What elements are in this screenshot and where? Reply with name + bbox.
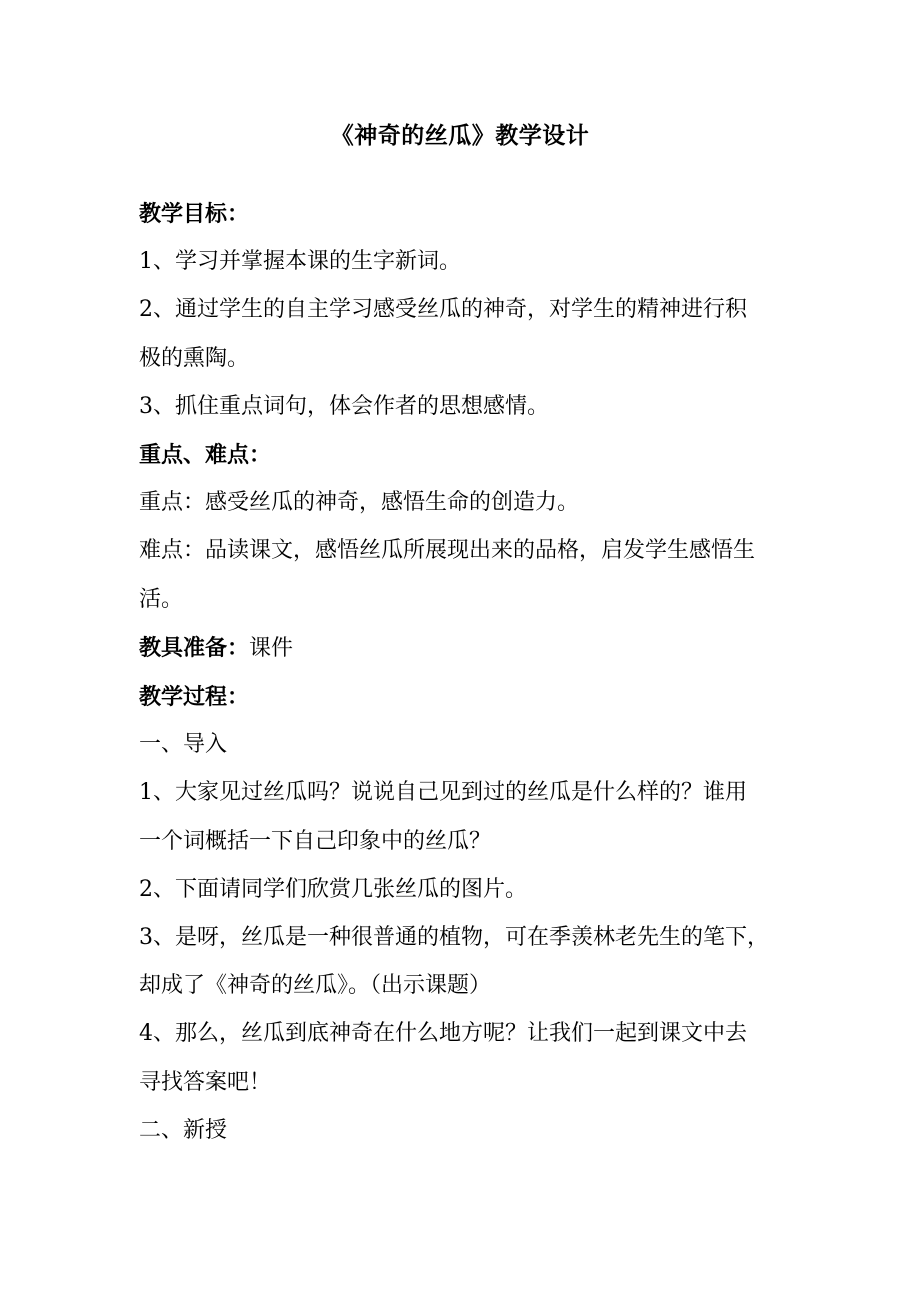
process-line: 一个词概括一下自己印象中的丝瓜？: [139, 828, 492, 854]
process-line: 3、是呀，丝瓜是一种很普通的植物，可在季羡林老先生的笔下，: [139, 925, 769, 951]
process-line: 1、大家见过丝瓜吗？说说自己见到过的丝瓜是什么样的？谁用: [139, 780, 747, 806]
document-body: [139, 190, 789, 1155]
process-heading: 教学过程：: [139, 684, 250, 711]
objective-line: 2、通过学生的自主学习感受丝瓜的神奇，对学生的精神进行积: [139, 297, 747, 323]
process-line: 二、新授: [139, 1117, 228, 1143]
document-title: 《神奇的丝瓜》教学设计: [330, 122, 590, 149]
key-point-line: 重点：感受丝瓜的神奇，感悟生命的创造力。: [139, 490, 580, 516]
objective-line: 3、抓住重点词句，体会作者的思想感情。: [139, 393, 549, 419]
process-line: 寻找答案吧！: [139, 1069, 272, 1095]
process-line: 2、下面请同学们欣赏几张丝瓜的图片。: [139, 876, 527, 902]
objective-line: 极的熏陶。: [139, 345, 250, 371]
materials-line: [139, 624, 789, 673]
materials-value: 课件: [249, 635, 294, 661]
objective-line: 1、学习并掌握本课的生字新词。: [139, 249, 461, 275]
process-line: 一、导入: [139, 732, 228, 758]
objectives-heading: 教学目标：: [139, 201, 250, 227]
materials-label: 教具准备：: [139, 634, 250, 661]
key-point-line: 难点：品读课文，感悟丝瓜所展现出来的品格，启发学生感悟生: [139, 538, 756, 564]
process-line: 却成了《神奇的丝瓜》。（出示课题）: [139, 973, 492, 999]
process-line: 4、那么，丝瓜到底神奇在什么地方呢？让我们一起到课文中去: [139, 1021, 747, 1047]
key-points-heading: 重点、难点：: [139, 442, 272, 469]
key-point-line: 活。: [139, 586, 184, 612]
